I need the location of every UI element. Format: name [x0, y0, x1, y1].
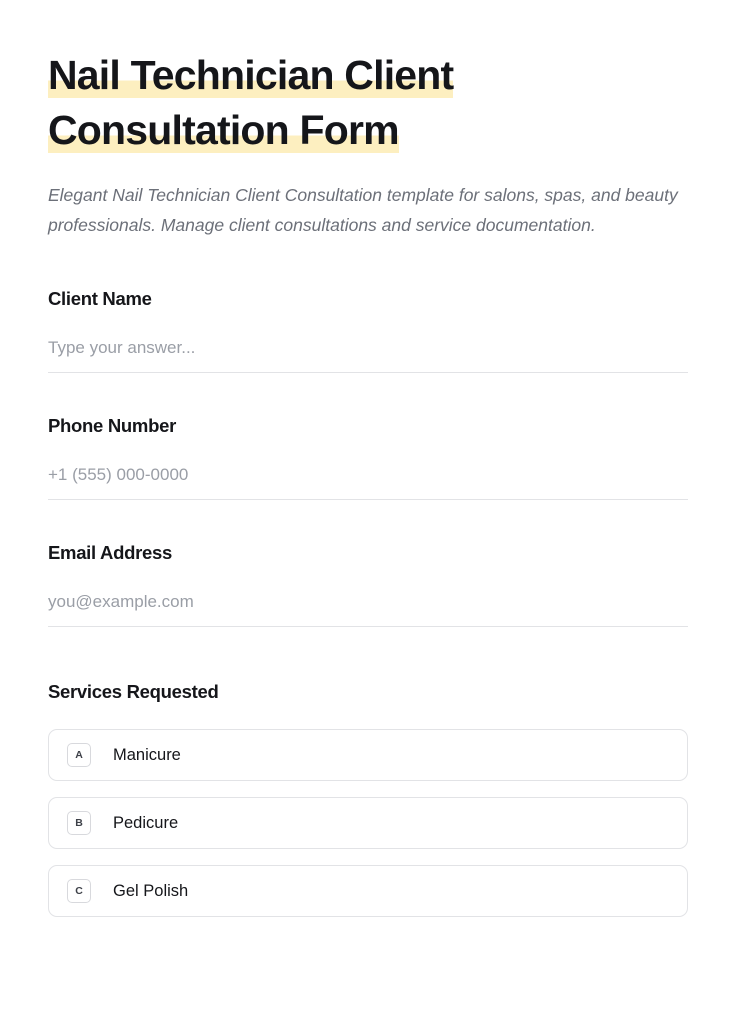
choice-option-pedicure[interactable]	[48, 797, 688, 849]
choice-label-pedicure: Pedicure	[113, 813, 179, 832]
page-title-line-1: Nail Technician Client	[48, 52, 454, 98]
choice-key-c: C	[67, 879, 91, 903]
phone-number-input[interactable]	[48, 465, 688, 500]
page-title-line-2: Consultation Form	[48, 107, 399, 153]
choice-option-gel-polish[interactable]	[48, 865, 688, 917]
choice-key-a: A	[67, 743, 91, 767]
field-services-requested	[48, 681, 688, 917]
field-label-email-address: Email Address	[48, 542, 172, 563]
choice-option-manicure[interactable]	[48, 729, 688, 781]
field-phone-number	[48, 415, 688, 500]
client-name-input[interactable]	[48, 338, 688, 373]
form-description: Elegant Nail Technician Client Consultation template for salons, spas, and beauty professionals. Manage client consultations and service documentation.	[48, 185, 678, 235]
field-email-address	[48, 542, 688, 627]
field-client-name	[48, 288, 688, 373]
choice-label-gel-polish: Gel Polish	[113, 881, 189, 900]
field-label-client-name: Client Name	[48, 288, 152, 309]
services-choice-list	[48, 729, 688, 917]
page-title	[48, 48, 518, 158]
field-label-phone-number: Phone Number	[48, 415, 176, 436]
email-address-input[interactable]	[48, 592, 688, 627]
choice-key-b: B	[67, 811, 91, 835]
field-label-services-requested: Services Requested	[48, 681, 219, 702]
choice-label-manicure: Manicure	[113, 745, 181, 764]
